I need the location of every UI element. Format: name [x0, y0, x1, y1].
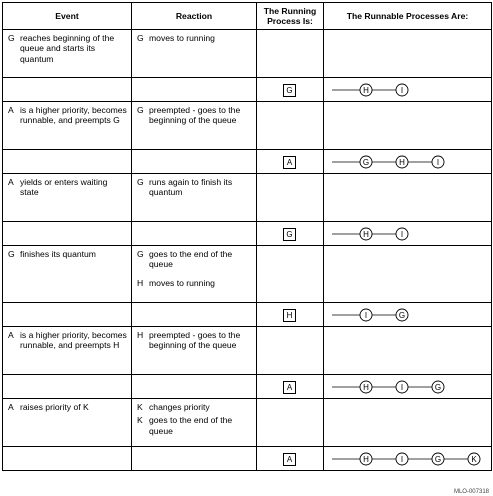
process-label: I	[400, 383, 404, 392]
event-process: A	[8, 177, 14, 187]
reaction-cell	[132, 246, 257, 303]
reaction-cell	[132, 399, 257, 447]
reaction-process: G	[137, 33, 144, 43]
event-process: A	[8, 105, 14, 115]
state-row	[3, 78, 492, 102]
header-running: The Running Process Is:	[257, 3, 324, 30]
event-row	[3, 102, 492, 150]
running-process-box: A	[283, 156, 296, 169]
header-row	[3, 3, 492, 30]
running-cell	[257, 303, 324, 327]
event-text: yields or enters waiting state	[20, 177, 108, 198]
process-scheduling-table	[2, 2, 492, 471]
process-label: H	[363, 86, 369, 95]
running-process-box: G	[283, 228, 296, 241]
reaction-cell	[132, 327, 257, 375]
process-label: G	[434, 455, 442, 464]
event-cell	[3, 174, 132, 222]
state-row	[3, 222, 492, 246]
event-process: G	[8, 33, 15, 43]
process-label: G	[434, 383, 442, 392]
reaction-cell	[132, 30, 257, 78]
reaction-text: preempted - goes to the beginning of the queue	[149, 105, 241, 126]
event-text: is a higher priority, becomes runnable, and preempts G	[20, 105, 127, 126]
header-runnable: The Runnable Processes Are:	[324, 3, 492, 30]
running-process-box: A	[283, 381, 296, 394]
header-event: Event	[3, 3, 132, 30]
event-row	[3, 399, 492, 447]
event-row	[3, 174, 492, 222]
event-process: A	[8, 330, 14, 340]
process-label: I	[400, 455, 404, 464]
reaction-text: changes priority	[149, 402, 210, 412]
running-process-box: A	[283, 453, 296, 466]
event-cell	[3, 102, 132, 150]
event-cell	[3, 399, 132, 447]
event-row	[3, 246, 492, 303]
runnable-queue	[324, 78, 491, 101]
reaction-text: runs again to finish its quantum	[149, 177, 233, 198]
reaction-text: goes to the end of the queue	[149, 415, 233, 436]
header-reaction: Reaction	[132, 3, 257, 30]
event-process: A	[8, 402, 14, 412]
runnable-cell	[324, 375, 492, 399]
reaction-process: G	[137, 249, 144, 259]
event-cell	[3, 246, 132, 303]
event-process: G	[8, 249, 15, 259]
running-cell	[257, 78, 324, 102]
reaction-process: K	[137, 402, 143, 412]
runnable-cell	[324, 150, 492, 174]
process-label: I	[364, 311, 368, 320]
reaction-text: goes to the end of the queue	[149, 249, 233, 270]
event-cell	[3, 30, 132, 78]
reaction-cell	[132, 102, 257, 150]
process-label: H	[399, 158, 405, 167]
running-cell	[257, 447, 324, 471]
process-label: G	[362, 158, 370, 167]
figure-id: MLO-007318	[453, 489, 489, 495]
event-text: reaches beginning of the queue and starts its quantum	[20, 33, 115, 64]
running-process-box: G	[283, 84, 296, 97]
runnable-queue	[324, 150, 491, 173]
reaction-cell	[132, 174, 257, 222]
state-row	[3, 447, 492, 471]
running-cell	[257, 375, 324, 399]
runnable-queue	[324, 375, 491, 398]
reaction-text: moves to running	[149, 277, 215, 288]
process-label: K	[471, 455, 477, 464]
reaction-process: K	[137, 415, 143, 426]
running-process-box: H	[283, 309, 296, 322]
process-label: G	[398, 311, 406, 320]
event-text: finishes its quantum	[20, 249, 96, 259]
reaction-process: H	[137, 277, 144, 288]
runnable-cell	[324, 303, 492, 327]
reaction-text: preempted - goes to the beginning of the queue	[149, 330, 241, 351]
reaction-process: H	[137, 330, 144, 340]
event-cell	[3, 327, 132, 375]
reaction-text: moves to running	[149, 33, 215, 43]
runnable-cell	[324, 447, 492, 471]
state-row	[3, 150, 492, 174]
event-text: is a higher priority, becomes runnable, and preempts H	[20, 330, 127, 351]
runnable-queue	[324, 222, 491, 245]
runnable-cell	[324, 78, 492, 102]
reaction-process: G	[137, 177, 144, 187]
process-label: I	[400, 86, 404, 95]
state-row	[3, 375, 492, 399]
process-label: I	[436, 158, 440, 167]
process-label: H	[363, 455, 369, 464]
runnable-queue	[324, 447, 491, 470]
runnable-queue	[324, 303, 491, 326]
reaction-process: G	[137, 105, 144, 115]
event-text: raises priority of K	[20, 402, 89, 412]
running-cell	[257, 222, 324, 246]
runnable-cell	[324, 222, 492, 246]
running-cell	[257, 150, 324, 174]
event-row	[3, 30, 492, 78]
process-label: H	[363, 230, 369, 239]
event-row	[3, 327, 492, 375]
state-row	[3, 303, 492, 327]
process-label: I	[400, 230, 404, 239]
process-label: H	[363, 383, 369, 392]
